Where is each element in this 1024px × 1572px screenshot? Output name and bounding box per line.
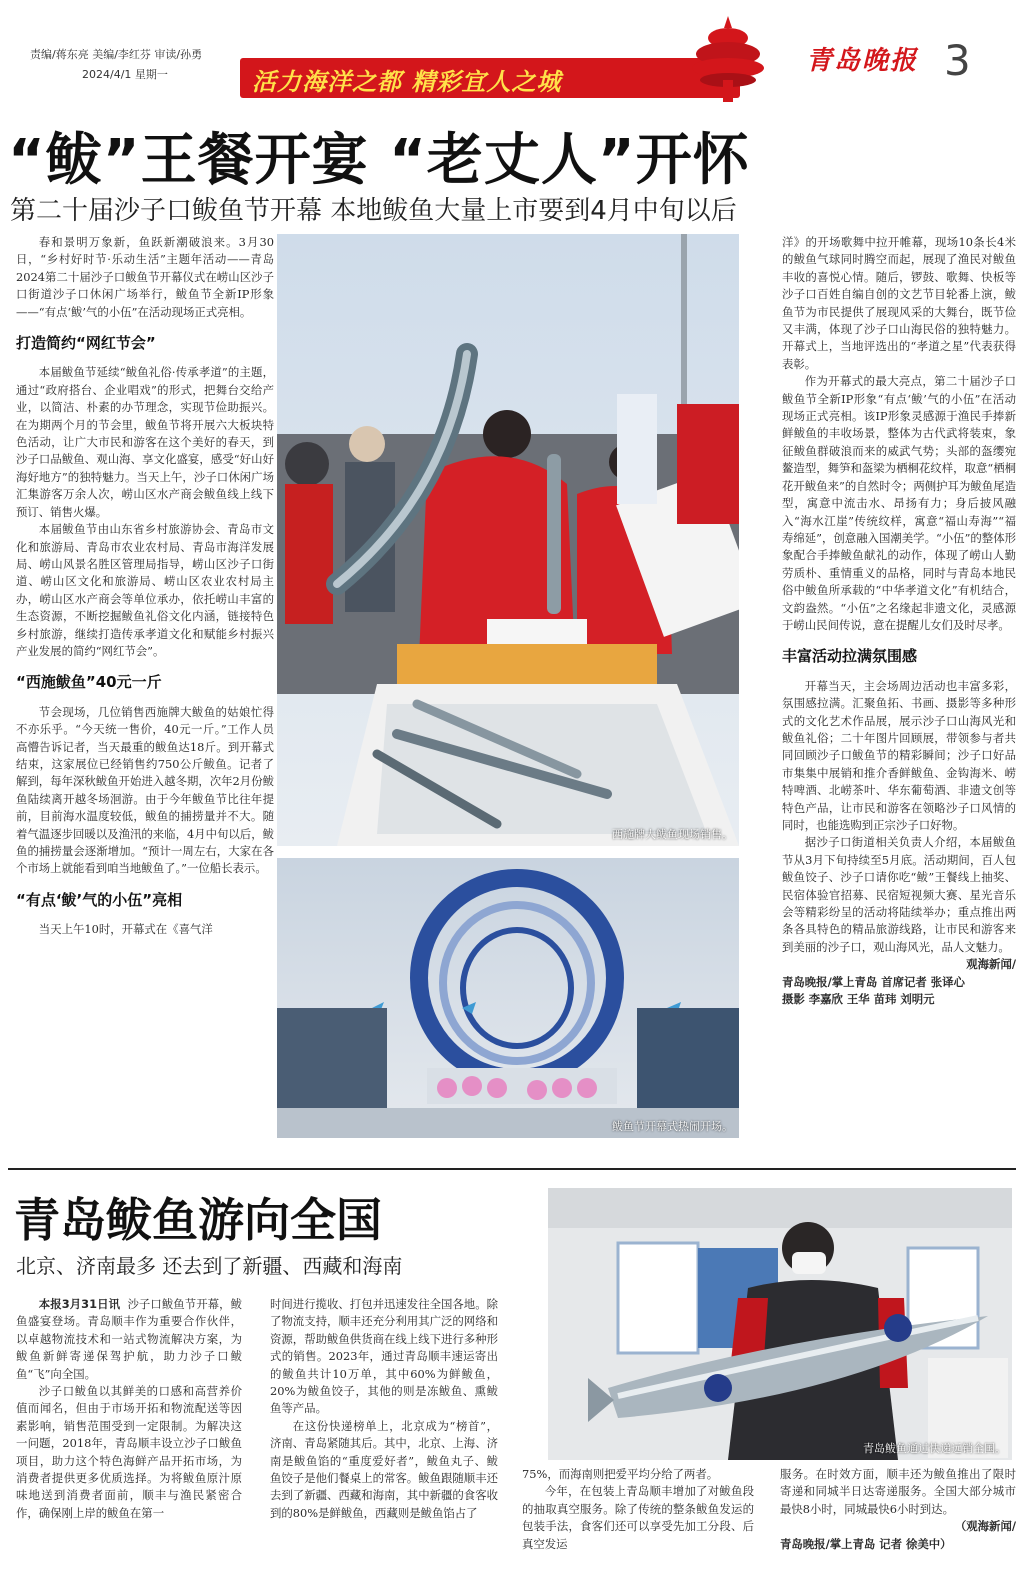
article1-column-right [782, 234, 1016, 1008]
paragraph: 本届鲅鱼节由山东省乡村旅游协会、青岛市文化和旅游局、青岛市农业农村局、青岛市海洋发展局、崂山风景名胜区管理局指导，崂山区沙子口街道、崂山区文化和旅游局、崂山区农业农村局主办，崂山区水产商会等单位承办，依托崂山丰富的生态资源，不断挖掘鲅鱼礼俗文化内涵，链接特色乡村旅游，继续打造传承孝道文化和赋能乡村振兴产业发展的简约“网红节会”。 [16, 522, 274, 658]
tower-logo-icon [688, 14, 768, 104]
photo-caption: 鲅鱼节开幕式热闹开场。 [612, 1120, 733, 1133]
slogan-banner [240, 58, 740, 98]
byline: 青岛晚报/掌上青岛 记者 徐美中） [780, 1536, 952, 1551]
photo-credit: 摄影 李嘉欣 王华 苗玮 刘明元 [782, 992, 935, 1007]
paragraph [16, 1296, 242, 1383]
courier-fish-photo-illustration [548, 1188, 1012, 1460]
section-divider [8, 1168, 1016, 1170]
fish-sale-photo-illustration [277, 234, 739, 846]
paragraph: 节会现场，几位销售西施牌大鲅鱼的姑娘忙得不亦乐乎。“今天统一售价，40元一斤。”工作人员高懵告诉记者，当天最重的鲅鱼达18斤。到开幕式结束，这家展位已经销售约750公斤鲅鱼。记者了解到，每年深秋鲅鱼开始进入越冬期，次年2月份鲅鱼陆续离开越冬场洄游。由于今年鲅鱼节比往年提前，目前海水温度较低，鲅鱼的捕捞量并不大。随着气温逐步回暖以及渔汛的来临，4月中旬以后，鲅鱼的捕捞量会逐渐增加。“预计一周左右，大家在各个市场上就能看到咱当地鲅鱼了。”一位船长表示。 [16, 704, 274, 876]
paragraph: 据沙子口街道相关负责人介绍，本届鲅鱼节从3月下旬持续至5月底。活动期间，百人包鲅鱼饺子、沙子口请你吃“鲅”王餐线上抽奖、民宿体验官招募、民宿短视频大赛、星光音乐会等精彩纷呈的活动将陆续举办；重点推出两条各具特色的精品旅游线路，让市民和游客来到美丽的沙子口，观山海风光，品人文魅力。 [782, 835, 1016, 954]
paragraph-text: 沙子口鲅鱼节开幕，鲅鱼盛宴登场。青岛顺丰作为重要合作伙伴，以卓越物流技术和一站式物流解决方案，为鲅鱼新鲜寄递保驾护航，助力沙子口鲅鱼“飞”向全国。 [16, 1297, 242, 1381]
byline: （观海新闻/ [954, 1519, 1016, 1534]
fish-sale-photo [277, 234, 739, 846]
paragraph: 作为开幕式的最大亮点，第二十届沙子口鲅鱼节全新IP形象“有点‘鲅’气的小伍”在活动现场正式亮相。该IP形象灵感源于渔民手捧新鲜鲅鱼的丰收场景，整体为古代武将装束，象征鲅鱼群破浪而来的威武气势；头部的盔缨宛鳌造型，舞笋和盔梁为栖桐花纹样，取意“栖桐花开鲅鱼来”的自然时令；两侧护耳为鲅鱼尾造型，寓意中流击水、昂扬有力；身后披风融入“海水江崖”传统纹样，寓意“福山寿海”“福寿绵延”，创意融入国潮美学。“小伍”的整体形象配合手捧鲅鱼献礼的动作，体现了崂山人勤劳质朴、重情重义的品格，同时与青岛本地民俗中鲅鱼所承载的“中华孝道文化”有机结合，文韵盎然。“小伍”之名缘起非遗文化，灵感源于崂山民间传说，意在提醒儿女们及时尽孝。 [782, 374, 1016, 632]
paragraph: 本届鲅鱼节延续“鲅鱼礼俗·传承孝道”的主题，通过“政府搭台、企业唱戏”的形式，把舞台交给产业，以简洁、朴素的办节理念，实现节俭助振兴。在为期两个月的节会里，鲅鱼节将开展六大板块特色活动，让广大市民和游客在这个美好的春天，到沙子口品鲅鱼、观山海、享文化盛宴，感受“好山好海好地方”的独特魅力。当天上午，沙子口休闲广场汇集游客万余人次，崂山区水产商会鲅鱼线上线下预订、销售火爆。 [16, 365, 274, 519]
photo-caption: 西施牌大鲅鱼现场销售。 [612, 828, 733, 841]
article1-subhead: 第二十届沙子口鲅鱼节开幕 本地鲅鱼大量上市要到4月中旬以后 [10, 196, 737, 226]
article2-subhead: 北京、济南最多 还去到了新疆、西藏和海南 [16, 1254, 403, 1278]
article2-column-4 [780, 1466, 1016, 1553]
paragraph: 洋》的开场歌舞中拉开帷幕，现场10条长4米的鲅鱼气球同时腾空而起，展现了渔民对鲅鱼丰收的喜悦心情。随后，锣鼓、歌舞、快板等沙子口百姓自编自创的文艺节目轮番上演，鲅鱼节为市民提供了展现风采的大舞台，既节俭又丰满，体现了沙子口山海民俗的独特魅力。开幕式上，当地评选出的“孝道之星”代表获得表彰。 [782, 235, 1016, 371]
section-heading: “有点‘鲅’气的小伍”亮相 [16, 890, 183, 909]
article1-column-left [16, 234, 274, 939]
byline: 观海新闻/ [966, 957, 1016, 972]
opening-ceremony-photo [277, 858, 739, 1138]
dateline: 本报3月31日讯 [38, 1297, 121, 1311]
issue-date: 2024/4/1 星期一 [82, 68, 168, 81]
opening-ceremony-photo-illustration [277, 858, 739, 1138]
paragraph: 沙子口鲅鱼以其鲜美的口感和高营养价值而闻名，但由于市场开拓和物流配送等因素影响，销售范围受到一定限制。为解决这一问题，2018年，青岛顺丰设立沙子口鲅鱼项目，助力这个特色海鲜产品开拓市场，为消费者提供更多优质选择。为将鲅鱼原汁原味地送到消费者面前，顺丰与渔民紧密合作，确保刚上岸的鲅鱼在第一 [16, 1384, 242, 1520]
slogan-text: 活力海洋之都 精彩宜人之城 [252, 68, 562, 96]
newspaper-masthead: 青岛晚报 [806, 46, 919, 76]
photo-caption: 青岛鲅鱼通过快递远销全国。 [863, 1442, 1006, 1455]
editors-line: 责编/蒋东亮 美编/李红芬 审读/孙勇 [30, 48, 203, 61]
paragraph: 时间进行揽收、打包并迅速发往全国各地。除了物流支持，顺丰还充分利用其广泛的网络和资源，帮助鲅鱼供货商在线上线下进行多种形式的销售。2023年，通过青岛顺丰速运寄出的鲅鱼共计10万单，其中60%为鲜鲅鱼，20%为鲅鱼饺子，其他的则是冻鲅鱼、熏鲅鱼等产品。 [270, 1297, 498, 1416]
paragraph: 当天上午10时，开幕式在《喜气洋 [38, 922, 213, 937]
paragraph: 在这份快递榜单上，北京成为“榜首”，济南、青岛紧随其后。其中，北京、上海、济南是鲅鱼馅的“重度爱好者”，鲅鱼丸子、鲅鱼饺子是他们餐桌上的常客。鲅鱼跟随顺丰还去到了新疆、西藏和海南，其中新疆的食客收到的80%是鲜鲅鱼，西藏则是鲅鱼馅占了 [270, 1418, 498, 1520]
section-heading: 打造简约“网红节会” [16, 334, 156, 353]
paragraph: 服务。在时效方面，顺丰还为鲅鱼推出了限时寄递和同城半日达寄递服务。全国大部分城市最快8小时，同城最快6小时到达。 [780, 1467, 1016, 1516]
byline: 青岛晚报/掌上青岛 首席记者 张译心 [782, 974, 965, 989]
article2-column-2 [270, 1296, 498, 1522]
paragraph: 今年，在包装上青岛顺丰增加了对鲅鱼段的抽取真空服务。除了传统的整条鲅鱼发运的包装手法，食客们还可以享受先加工分段、后真空发运 [522, 1484, 754, 1551]
section-heading: 丰富活动拉满氛围感 [782, 647, 918, 666]
article2-column-1 [16, 1296, 242, 1522]
courier-fish-photo [548, 1188, 1012, 1460]
article2-column-3 [522, 1466, 754, 1553]
section-heading: “西施鲅鱼”40元一斤 [16, 673, 162, 692]
page-number: 3 [944, 36, 971, 85]
article2-headline: 青岛鲅鱼游向全国 [14, 1193, 382, 1247]
paragraph: 开幕当天，主会场周边活动也丰富多彩，氛围感拉满。汇聚鱼拓、书画、摄影等多种形式的文化艺术作品展，展示沙子口山海风光和鲅鱼礼俗；二十年图片回顾展，带领参与者共同回顾沙子口鲅鱼节的精彩瞬间；沙子口好品市集集中展销和推介香鲜鲅鱼、金钩海米、崂特啤酒、北崂茶叶、华东葡萄酒、非遗文创等特色产品，让市民和游客在领略沙子口风情的同时，也能选购到正宗沙子口好物。 [782, 678, 1016, 832]
article1-headline: “鲅”王餐开宴 “老丈人”开怀 [8, 128, 750, 193]
paragraph: 75%，而海南则把爱平均分给了两者。 [522, 1467, 719, 1481]
paragraph: 春和景明万象新，鱼跃新潮破浪来。3月30日，“乡村好时节·乐动生活”主题年活动——青岛2024第二十届沙子口鲅鱼节开幕仪式在崂山区沙子口街道沙子口休闲广场举行，鲅鱼节全新IP形象——“有点‘鲅’气的小伍”在活动现场正式亮相。 [16, 235, 274, 319]
